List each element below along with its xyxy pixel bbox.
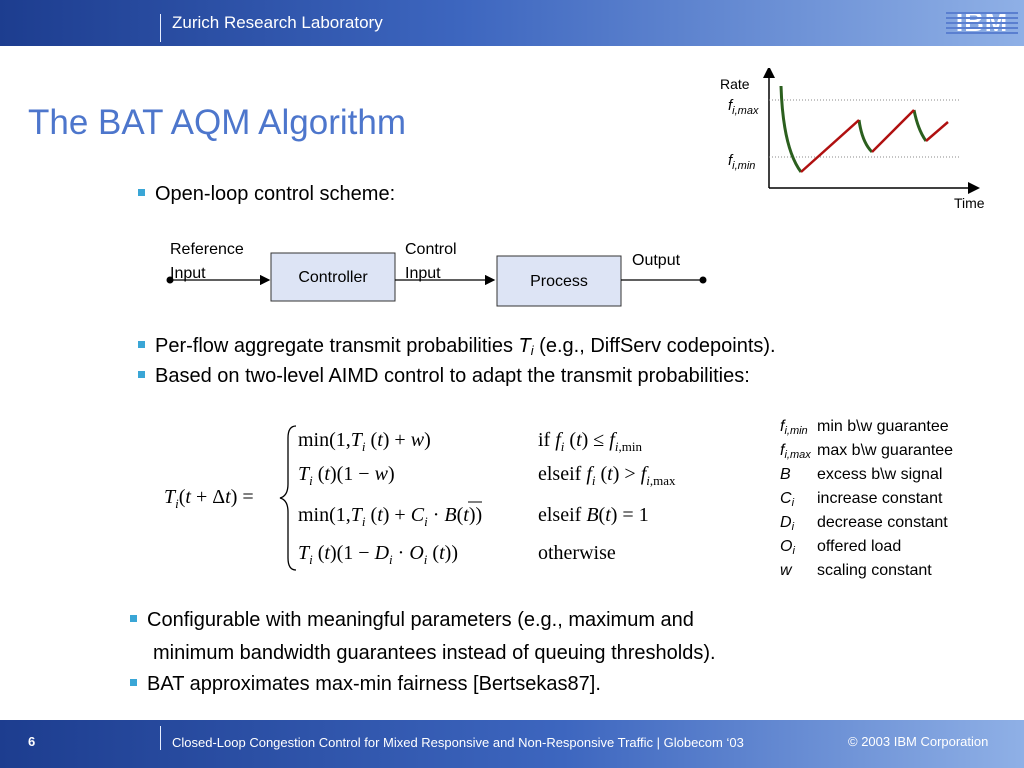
output-node — [700, 277, 707, 284]
header-bar — [0, 0, 1024, 46]
bullet-square-icon — [130, 615, 137, 622]
formula-cond-1: if $f_i$ $(t) \le f_{i,min}$ — [538, 429, 642, 454]
decrease-curve — [914, 110, 926, 141]
formula-case-2: $T_i$ (t)(1 − w) — [298, 463, 395, 488]
fmin-label: $f_{i,min}$ — [728, 152, 756, 172]
legend-row: Oi offered load — [780, 538, 902, 557]
bullet-square-icon — [138, 371, 145, 378]
bullet-square-icon — [138, 341, 145, 348]
bullet-max-min-fairness: BAT approximates max-min fairness [Bertsekas87]. — [130, 673, 601, 696]
rate-axis-label: Rate — [720, 76, 750, 92]
controller-label: Controller — [298, 269, 368, 286]
output-label: Output — [632, 252, 681, 269]
process-label: Process — [530, 273, 588, 290]
reference-input-label-1: Reference — [170, 241, 244, 258]
reference-input-label-2: Input — [170, 265, 206, 282]
increase-line — [926, 122, 948, 141]
bullet-aimd: Based on two-level AIMD control to adapt the transmit probabilities: — [138, 365, 750, 388]
bullet-open-loop: Open-loop control scheme: — [138, 183, 395, 206]
bullet-per-flow: Per-flow aggregate transmit probabilities $T_i$ (e.g., DiffServ codepoints). — [138, 335, 776, 358]
header-divider — [160, 14, 161, 42]
formula-cond-2: elseif $f_i$ $(t) > f_{i,max}$ — [538, 463, 676, 488]
decrease-curve — [859, 120, 872, 152]
fmax-label: $f_{i,max}$ — [728, 97, 759, 117]
formula-brace — [280, 426, 296, 570]
bullet-configurable: Configurable with meaningful parameters (e.g., maximum and — [130, 609, 694, 632]
formula-case-4: $T_i$ $(t)(1 - D_i \cdot O_i$ (t)) — [298, 542, 458, 567]
formula-case-1: $\min(1,T_i$ (t) + w) — [298, 429, 431, 454]
footer-title: Closed-Loop Congestion Control for Mixed Responsive and Non-Responsive Traffic | Globecom ‘03 — [172, 735, 744, 750]
formula-cond-4: otherwise — [538, 542, 616, 564]
bullet-configurable-continued: minimum bandwidth guarantees instead of queuing thresholds). — [153, 642, 716, 664]
legend-row: fi,min min b\w guarantee — [780, 418, 949, 437]
symbol-legend — [780, 418, 1000, 586]
legend-row: Ci increase constant — [780, 490, 943, 509]
copyright: © 2003 IBM Corporation — [848, 734, 989, 749]
bullet-square-icon — [138, 189, 145, 196]
decrease-curve — [781, 86, 801, 172]
formula-cond-3: elseif B(t) = 1 — [538, 504, 649, 526]
control-input-label-2: Input — [405, 265, 441, 282]
page-number: 6 — [28, 734, 36, 749]
ibm-logo — [946, 8, 1018, 36]
legend-row: Di decrease constant — [780, 514, 948, 533]
legend-row: w scaling constant — [780, 562, 932, 579]
rate-time-chart — [700, 68, 1000, 218]
legend-row: fi,max max b\w guarantee — [780, 442, 954, 461]
control-input-label-1: Control — [405, 241, 457, 258]
bat-update-formula — [160, 418, 740, 578]
lab-name: Zurich Research Laboratory — [172, 13, 383, 32]
increase-line — [801, 120, 859, 172]
open-loop-block-diagram — [150, 235, 730, 315]
formula-lhs: $T_i(t + \Delta t)$ = — [164, 486, 254, 511]
formula-case-3: $\min(1,T_i$ $(t) + C_i \cdot B(t)$) — [298, 504, 483, 529]
footer-divider — [160, 726, 161, 750]
legend-row: B excess b\w signal — [780, 466, 943, 483]
time-axis-label: Time — [954, 195, 985, 211]
slide-title: The BAT AQM Algorithm — [28, 103, 407, 142]
increase-line — [872, 110, 914, 152]
bullet-square-icon — [130, 679, 137, 686]
